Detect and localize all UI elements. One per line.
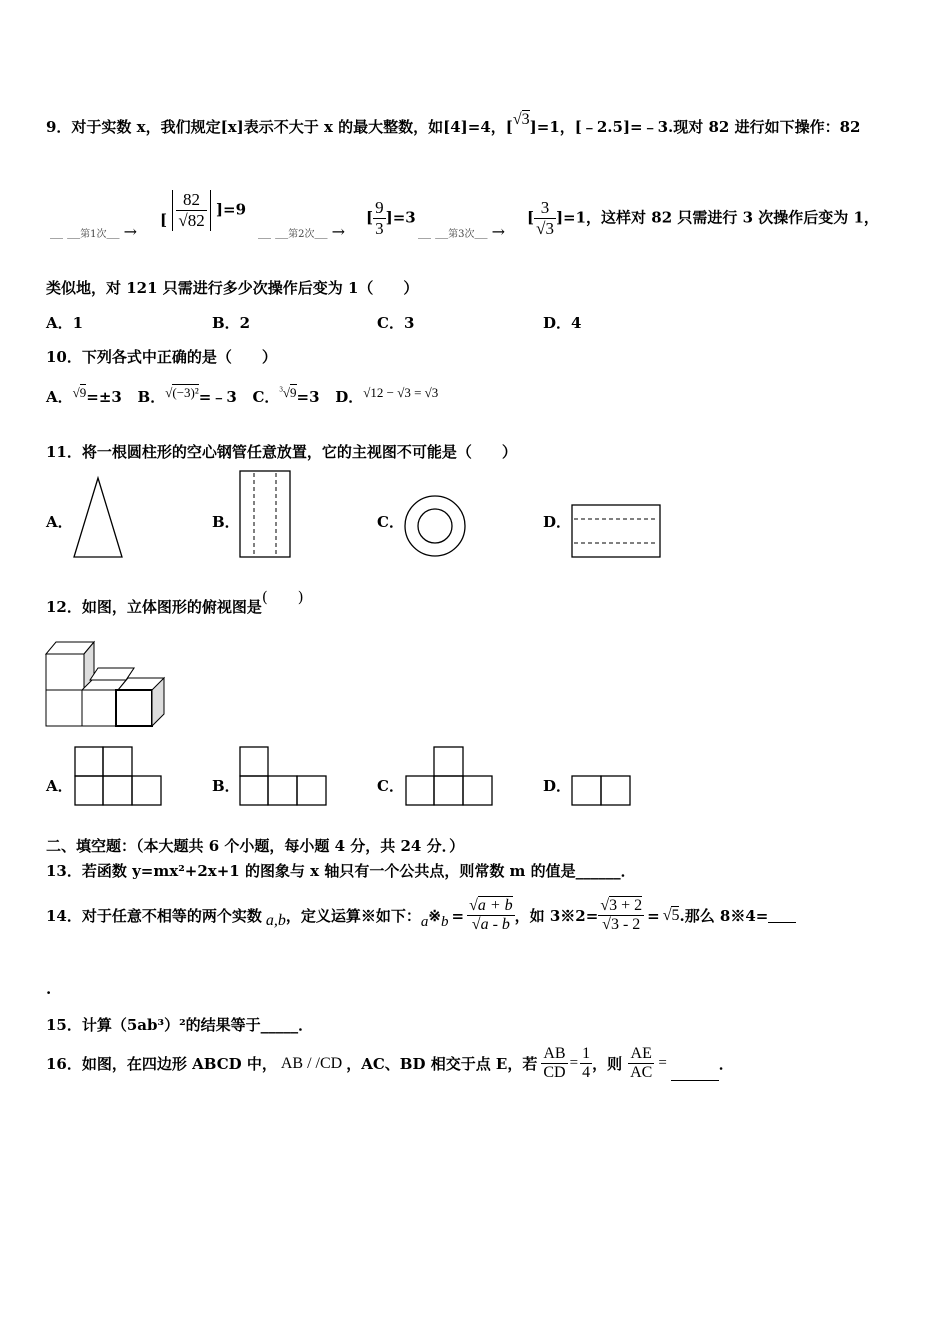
q12-option-a-grid xyxy=(75,747,161,805)
q13-text: 13．若函数 y=mx²+2x+1 的图象与 x 轴只有一个公共点，则常数 m 的值是______． xyxy=(46,862,636,880)
q10-options: A．√9=±3 B．√(−3)²=﹣3 C．$^3$√9=3 D．√12 − √3 = √3 xyxy=(46,385,439,406)
q10-stem: 10．下列各式中正确的是（ ） xyxy=(46,348,277,366)
q16-ask-frac: $\frac{AE}{AC}$ xyxy=(630,1045,653,1081)
q9-option-c: C．3 xyxy=(377,314,415,332)
q12-label-d: D． xyxy=(543,777,572,795)
q9-step1-label: 第1次 xyxy=(80,229,107,240)
q11-figure-c-rings xyxy=(405,496,465,556)
q9-line3: 类似地，对 121 只需进行多少次操作后变为 1（ ） xyxy=(46,279,419,297)
q11-label-d: D． xyxy=(543,513,572,531)
q14-line: 14．对于任意不相等的两个实数 a,b ，定义运算※如下： a ※ b = $\frac{√a + b}{√a - b}$ ，如 3※2= $\frac{√3 + 2}{√3 - 2}$ = √5 .那么 8※4= xyxy=(46,897,796,934)
q12-option-d-grid xyxy=(572,776,630,805)
q9-step2-arrow: ＿ ＿第2次＿ → xyxy=(258,222,346,241)
q14-vars: a,b xyxy=(265,911,286,929)
q9-option-a: A．1 xyxy=(46,314,84,332)
q16-value-frac: $\frac{1}{4}$ xyxy=(582,1045,591,1081)
q14-example-frac: $\frac{√3 + 2}{√3 - 2}$ xyxy=(600,897,643,933)
q9-option-b: B．2 xyxy=(212,314,251,332)
q9-sqrt3: 3 xyxy=(521,111,530,128)
q10-option-d-label: D． xyxy=(335,388,364,406)
q10-option-c-label: C． xyxy=(252,388,280,406)
q14-definition-frac: $\frac{√a + b}{√a - b}$ xyxy=(469,897,513,933)
q12-option-b-grid xyxy=(240,747,326,805)
q16-ratio-frac: $\frac{AB}{CD}$ xyxy=(543,1045,566,1081)
q9-step1-arrow: ＿ ＿第1次＿ → xyxy=(50,222,138,241)
q11-stem: 11．将一根圆柱形的空心钢管任意放置，它的主视图不可能是（ ） xyxy=(46,443,517,461)
q10-option-a-label: A． xyxy=(46,388,73,406)
q10-option-b-label: B． xyxy=(137,388,166,406)
q11-label-a: A． xyxy=(46,513,73,531)
q11-label-c: C． xyxy=(377,513,404,531)
q16-answer-blank[interactable] xyxy=(671,1066,719,1081)
q9-frac3: [ $\frac{3}{√3}$ ]=1，这样对 82 只需进行 3 次操作后变为 1， xyxy=(527,198,879,238)
q9-line1: 9．对于实数 x，我们规定[x]表示不大于 x 的最大整数，如[4]=4，[√3]=1，[﹣2.5]=﹣3.现对 82 进行如下操作：82 xyxy=(46,111,861,136)
q12-stem: 12．如图，立体图形的俯视图是( ) xyxy=(46,588,304,616)
section2-heading: 二、填空题：（本大题共 6 个小题，每小题 4 分，共 24 分．） xyxy=(46,837,465,855)
q9-step2-label: 第2次 xyxy=(288,229,315,240)
q11-figure-d-rect xyxy=(572,505,660,557)
q9-frac1: [ $\frac{82}{√82}$ ]=9 xyxy=(160,190,247,230)
q9-step3-arrow: ＿ ＿第3次＿ → xyxy=(418,222,506,241)
q9-option-d: D．4 xyxy=(543,314,582,332)
q9-frac2: [ $\frac{9}{3}$ ]=3 xyxy=(366,198,416,238)
q12-label-a: A． xyxy=(46,777,73,795)
q12-solid-figure xyxy=(46,642,164,726)
q16-line: 16．如图，在四边形 ABCD 中， AB / /CD ，AC、BD 相交于点 E，若 $\frac{AB}{CD}$ = $\frac{1}{4}$ ，则 $\frac{AE}{AC}$ = ． xyxy=(46,1045,734,1081)
q14-end-dot: . xyxy=(46,980,52,998)
q11-figure-b-rect xyxy=(240,471,290,557)
q11-label-b: B． xyxy=(212,513,240,531)
q11-figure-a-triangle xyxy=(74,478,122,557)
q16-parallel: AB / /CD xyxy=(280,1054,343,1072)
q12-label-b: B． xyxy=(212,777,240,795)
q14-answer-blank[interactable] xyxy=(768,908,796,923)
q12-option-c-grid xyxy=(406,747,492,805)
q12-label-c: C． xyxy=(377,777,404,795)
q9-step3-label: 第3次 xyxy=(448,229,475,240)
q15-text: 15．计算（5ab³）²的结果等于_____． xyxy=(46,1016,314,1034)
